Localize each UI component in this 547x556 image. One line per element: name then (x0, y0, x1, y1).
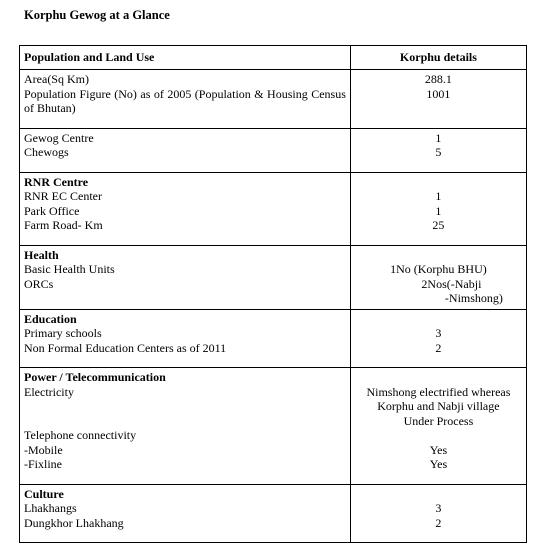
dungkhor-label: Dungkhor Lhakhang (24, 515, 124, 530)
glance-table (19, 45, 527, 543)
farm-road-value: 25 (432, 218, 445, 232)
section-population (20, 70, 527, 129)
lhakhangs-label: Lhakhangs (24, 501, 77, 515)
rnr-ec-value: 1 (435, 189, 442, 203)
orc-value-line-2: -Nimshong) (444, 291, 503, 305)
telephone-label: Telephone connectivity (24, 428, 137, 442)
culture-heading: Culture (24, 486, 64, 501)
header-left: Population and Land Use (20, 46, 351, 70)
gewog-centre-value: 1 (435, 130, 442, 145)
orc-value-line-1: 2Nos(-Nabji (421, 276, 482, 291)
health-heading: Health (24, 247, 59, 262)
fixline-value: Yes (429, 457, 448, 471)
mobile-label: -Mobile (24, 442, 63, 457)
area-value: 288.1 (424, 72, 452, 86)
mobile-value: Yes (429, 442, 448, 457)
rnr-heading: RNR Centre (24, 174, 89, 189)
gewog-centre-label: Gewog Centre (24, 130, 94, 145)
electricity-label: Electricity (24, 384, 74, 399)
bhu-value: 1No (Korphu BHU) (390, 262, 487, 276)
primary-schools-label: Primary schools (24, 326, 102, 340)
park-office-value: 1 (435, 203, 442, 218)
section-power (20, 368, 527, 485)
page-title: Korphu Gewog at a Glance (24, 8, 170, 22)
section-culture (20, 484, 527, 543)
education-heading: Education (24, 311, 77, 326)
area-label: Area(Sq Km) (24, 72, 89, 86)
park-office-label: Park Office (24, 203, 80, 218)
section-rnr (20, 172, 527, 245)
section-health (20, 245, 527, 309)
population-label: Population Figure (No) as of 2005 (Population & Housing Census of Bhutan) (24, 86, 346, 115)
population-value: 1001 (426, 86, 451, 101)
bhu-label: Basic Health Units (24, 262, 115, 276)
nfe-value: 2 (435, 340, 442, 355)
section-education (20, 309, 527, 368)
table-header-row (20, 46, 527, 70)
rnr-ec-label: RNR EC Center (24, 189, 102, 203)
power-heading: Power / Telecommunication (24, 370, 166, 384)
dungkhor-value: 2 (435, 515, 442, 530)
lhakhangs-value: 3 (435, 501, 442, 515)
primary-schools-value: 3 (435, 326, 442, 340)
electricity-value-line-3: Under Process (403, 413, 474, 428)
section-gewog (20, 128, 527, 172)
farm-road-label: Farm Road- Km (24, 218, 103, 232)
orc-label: ORCs (24, 276, 54, 291)
nfe-label: Non Formal Education Centers as of 2011 (24, 340, 227, 355)
header-right: Korphu details (350, 46, 526, 70)
electricity-value-line-1: Nimshong electrified whereas (366, 384, 511, 399)
chewogs-label: Chewogs (24, 145, 69, 159)
fixline-label: -Fixline (24, 457, 62, 471)
chewogs-value: 5 (435, 145, 442, 159)
electricity-value-line-2: Korphu and Nabji village (377, 399, 500, 413)
